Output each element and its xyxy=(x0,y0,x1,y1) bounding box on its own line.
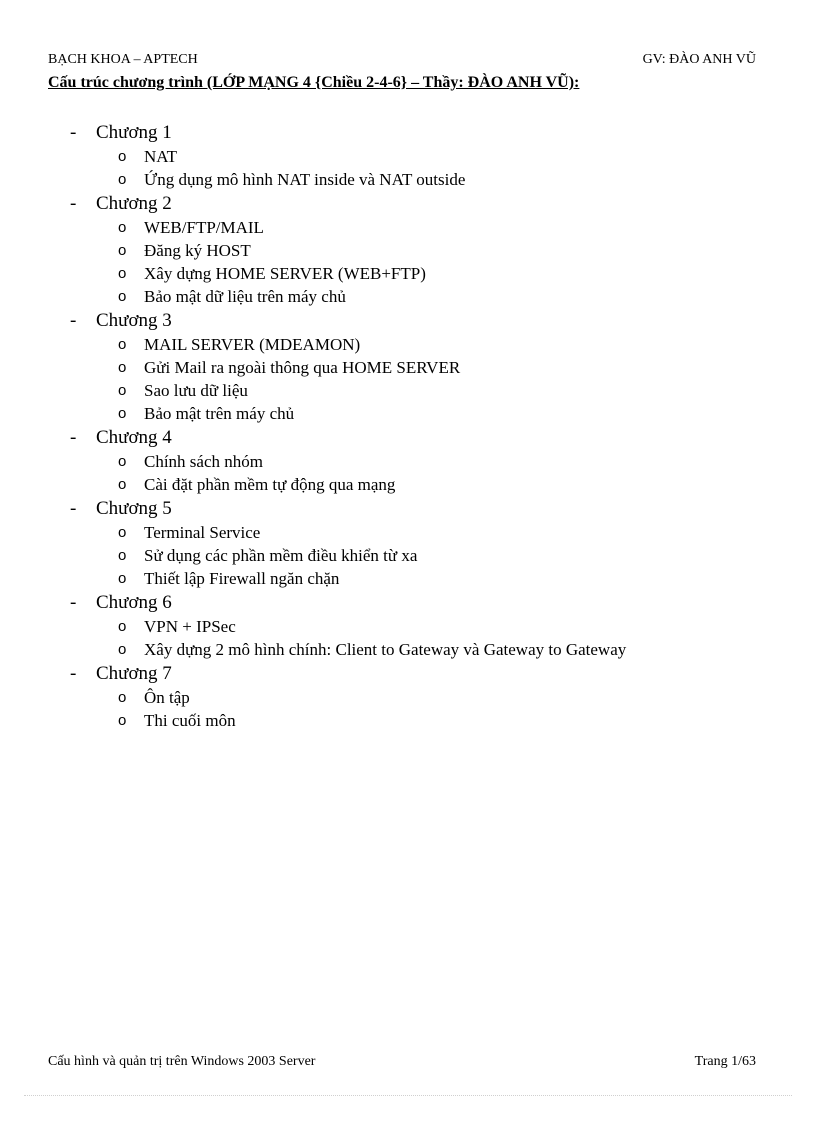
circle-bullet-icon: o xyxy=(118,359,127,376)
chapter-label: Chương 5 xyxy=(96,498,172,519)
topic-item xyxy=(0,709,816,732)
topic-label: Sử dụng các phần mềm điều khiển từ xa xyxy=(144,546,418,565)
circle-bullet-icon: o xyxy=(118,242,127,259)
page-header xyxy=(48,52,756,72)
topic-label: Cài đặt phần mềm tự động qua mạng xyxy=(144,475,396,494)
topic-label: NAT xyxy=(144,147,178,166)
topic-label: Sao lưu dữ liệu xyxy=(144,381,248,400)
topic-item xyxy=(0,216,816,239)
topic-label: Thi cuối môn xyxy=(144,711,236,730)
circle-bullet-icon: o xyxy=(118,689,127,706)
circle-bullet-icon: o xyxy=(118,570,127,587)
chapter-dash-marker: - xyxy=(70,498,77,519)
page-edge-divider xyxy=(24,1095,792,1096)
topic-item xyxy=(0,638,816,661)
chapter-item xyxy=(0,661,816,686)
topic-item xyxy=(0,402,816,425)
topic-item xyxy=(0,239,816,262)
circle-bullet-icon: o xyxy=(118,336,127,353)
topic-item xyxy=(0,544,816,567)
footer-document-title: Cấu hình và quản trị trên Windows 2003 Server xyxy=(48,1054,316,1069)
topic-label: Đăng ký HOST xyxy=(144,241,251,260)
chapter-label: Chương 2 xyxy=(96,193,172,214)
circle-bullet-icon: o xyxy=(118,171,127,188)
chapter-item xyxy=(0,425,816,450)
topic-item xyxy=(0,521,816,544)
footer-page-number: Trang 1/63 xyxy=(694,1054,756,1069)
chapter-item xyxy=(0,496,816,521)
chapter-label: Chương 1 xyxy=(96,122,172,143)
circle-bullet-icon: o xyxy=(118,382,127,399)
chapter-dash-marker: - xyxy=(70,122,77,143)
topic-label: MAIL SERVER (MDEAMON) xyxy=(144,335,361,354)
topic-label: Ôn tập xyxy=(144,688,190,707)
topic-label: Gửi Mail ra ngoài thông qua HOME SERVER xyxy=(144,358,461,377)
circle-bullet-icon: o xyxy=(118,219,127,236)
topic-label: VPN + IPSec xyxy=(144,617,236,636)
course-outline xyxy=(0,120,816,732)
topic-item xyxy=(0,356,816,379)
topic-item xyxy=(0,285,816,308)
chapter-item xyxy=(0,191,816,216)
page-title: Cấu trúc chương trình (LỚP MẠNG 4 {Chiều 2-4-6} – Thầy: ĐÀO ANH VŨ): xyxy=(48,74,580,91)
circle-bullet-icon: o xyxy=(118,405,127,422)
topic-item xyxy=(0,379,816,402)
topic-label: Xây dựng 2 mô hình chính: Client to Gateway và Gateway to Gateway xyxy=(144,640,627,659)
topic-item xyxy=(0,615,816,638)
circle-bullet-icon: o xyxy=(118,641,127,658)
topic-item xyxy=(0,333,816,356)
chapter-dash-marker: - xyxy=(70,592,77,613)
topic-label: Bảo mật trên máy chủ xyxy=(144,404,295,423)
circle-bullet-icon: o xyxy=(118,712,127,729)
circle-bullet-icon: o xyxy=(118,288,127,305)
topic-item xyxy=(0,686,816,709)
topic-item xyxy=(0,567,816,590)
topic-label: Terminal Service xyxy=(144,523,261,542)
header-school: BẠCH KHOA – APTECH xyxy=(48,52,198,67)
topic-item xyxy=(0,168,816,191)
topic-label: WEB/FTP/MAIL xyxy=(144,218,264,237)
circle-bullet-icon: o xyxy=(118,618,127,635)
page-footer xyxy=(48,1054,756,1074)
circle-bullet-icon: o xyxy=(118,148,127,165)
circle-bullet-icon: o xyxy=(118,453,127,470)
chapter-dash-marker: - xyxy=(70,663,77,684)
chapter-item xyxy=(0,120,816,145)
topic-item xyxy=(0,450,816,473)
topic-label: Xây dựng HOME SERVER (WEB+FTP) xyxy=(144,264,426,283)
chapter-dash-marker: - xyxy=(70,427,77,448)
topic-label: Ứng dụng mô hình NAT inside và NAT outside xyxy=(144,170,466,189)
topic-item xyxy=(0,145,816,168)
chapter-label: Chương 6 xyxy=(96,592,172,613)
circle-bullet-icon: o xyxy=(118,476,127,493)
topic-label: Thiết lập Firewall ngăn chặn xyxy=(144,569,340,588)
topic-label: Chính sách nhóm xyxy=(144,452,263,471)
chapter-item xyxy=(0,308,816,333)
topic-item xyxy=(0,473,816,496)
circle-bullet-icon: o xyxy=(118,265,127,282)
circle-bullet-icon: o xyxy=(118,524,127,541)
chapter-dash-marker: - xyxy=(70,310,77,331)
chapter-dash-marker: - xyxy=(70,193,77,214)
header-teacher: GV: ĐÀO ANH VŨ xyxy=(642,52,756,67)
topic-label: Bảo mật dữ liệu trên máy chủ xyxy=(144,287,346,306)
chapter-label: Chương 7 xyxy=(96,663,172,684)
chapter-item xyxy=(0,590,816,615)
topic-item xyxy=(0,262,816,285)
chapter-label: Chương 3 xyxy=(96,310,172,331)
chapter-label: Chương 4 xyxy=(96,427,172,448)
circle-bullet-icon: o xyxy=(118,547,127,564)
